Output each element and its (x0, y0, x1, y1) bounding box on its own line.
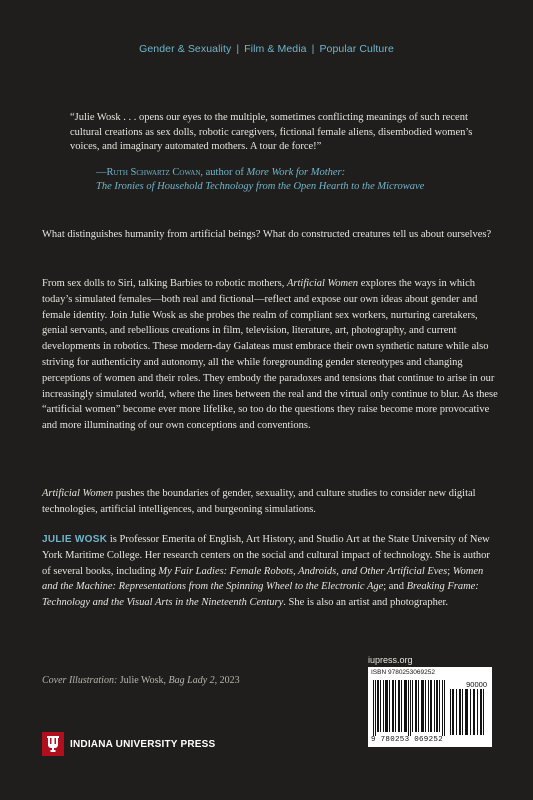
isbn-label: ISBN 9780253069252 (371, 669, 435, 676)
bio-book-2: Women and the Machine: Representations from the Spinning Wheel to the Electronic Age (42, 565, 484, 593)
isbn-barcode (368, 667, 492, 747)
attribution-author: Ruth Schwartz Cowan (106, 167, 201, 178)
book-title-ref: Artificial Women (286, 278, 359, 289)
description-paragraph (42, 276, 500, 434)
bio-text: . She is also an artist and photographer. (283, 597, 449, 609)
attribution-book-subtitle: The Ironies of Household Technology from the Open Hearth to the Microwave (96, 181, 425, 192)
book-title-ref: Artificial Women (42, 488, 114, 499)
attribution-dash: — (96, 167, 107, 178)
iu-trident-logo-icon (42, 732, 64, 756)
bio-book-1: My Fair Ladies: Female Robots, Androids, and Other Artificial Eves (158, 565, 448, 577)
intro-question: What distinguishes humanity from artificial beings? What do constructed creatures tell us about ourselves? (42, 229, 492, 240)
subject-popular-culture: Popular Culture (319, 43, 394, 55)
publisher-website: iupress.org (368, 655, 413, 665)
publisher-name: INDIANA UNIVERSITY PRESS (70, 738, 216, 750)
subject-separator: | (311, 43, 315, 55)
subject-film-media: Film & Media (244, 43, 307, 55)
price-addon-bars (450, 689, 486, 735)
credit-label: Cover Illustration: (42, 675, 118, 686)
description-rest: explores the ways in which today’s simulated females—both real and fictional—reflect and expose our own ideas about gender and female identity. Join Julie Wosk as she probes the realm of compliant sex workers, nurturing caretakers, genial servants, and rebellious creations in film, television, literature, art, photography, and current developments in robotics. These modern-day Galateas must embrace their own synthetic nature while also striving for authenticity and autonomy, all the while foregrounding gender stereotypes and changing perceptions of women and their roles. They embody the paradoxes and tensions that continue to arise in our increasingly simulated world, where the lines between the real and the virtual only continue to blur. As these “artificial women” become ever more lifelike, so too do the questions they raise become more provocative and more illuminating of our own conceptions and conventions. (42, 278, 498, 432)
attribution-connector: , author of (200, 167, 247, 178)
summary-paragraph (42, 486, 500, 518)
subject-categories (0, 43, 533, 55)
bio-text: is Professor Emerita of English, Art History, and Studio Art at the State University of New York Maritime College. Her research centers on the social and cultural impact of technology. She is author of several books, including (42, 534, 490, 577)
ean-barcode-bars (372, 680, 448, 736)
price-code: 90000 (466, 680, 487, 689)
description-start: From sex dolls to Siri, talking Barbies to robotic mothers, (42, 278, 287, 289)
blurb-attribution (96, 166, 506, 194)
barcode-number: 9 780253 069252 (371, 736, 444, 744)
credit-work: Bag Lady 2 (168, 675, 215, 686)
bio-author-name: JULIE WOSK (42, 534, 108, 545)
bio-text: ; (447, 565, 453, 577)
cover-illustration-credit (42, 675, 240, 686)
author-bio (42, 532, 500, 611)
publisher-block (42, 732, 215, 756)
bio-text: ; and (383, 581, 407, 593)
credit-artist: Julie Wosk, (117, 675, 169, 686)
subject-separator: | (236, 43, 240, 55)
subject-gender-sexuality: Gender & Sexuality (139, 43, 232, 55)
attribution-book-title: More Work for Mother: (246, 167, 346, 178)
bio-book-3: Breaking Frame: Technology and the Visual Arts in the Nineteenth Century (42, 581, 479, 609)
summary-rest: pushes the boundaries of gender, sexuality, and culture studies to consider new digital technologies, artificial intelligences, and burgeoning simulations. (42, 488, 476, 515)
credit-year: , 2023 (214, 675, 240, 686)
blurb-quote: “Julie Wosk . . . opens our eyes to the multiple, sometimes conflicting meanings of such recent cultural creations as sex dolls, robotic caregivers, fictional female aliens, disembodied women’s voices, and imaginary automated mothers. A tour de force!” (70, 112, 473, 152)
